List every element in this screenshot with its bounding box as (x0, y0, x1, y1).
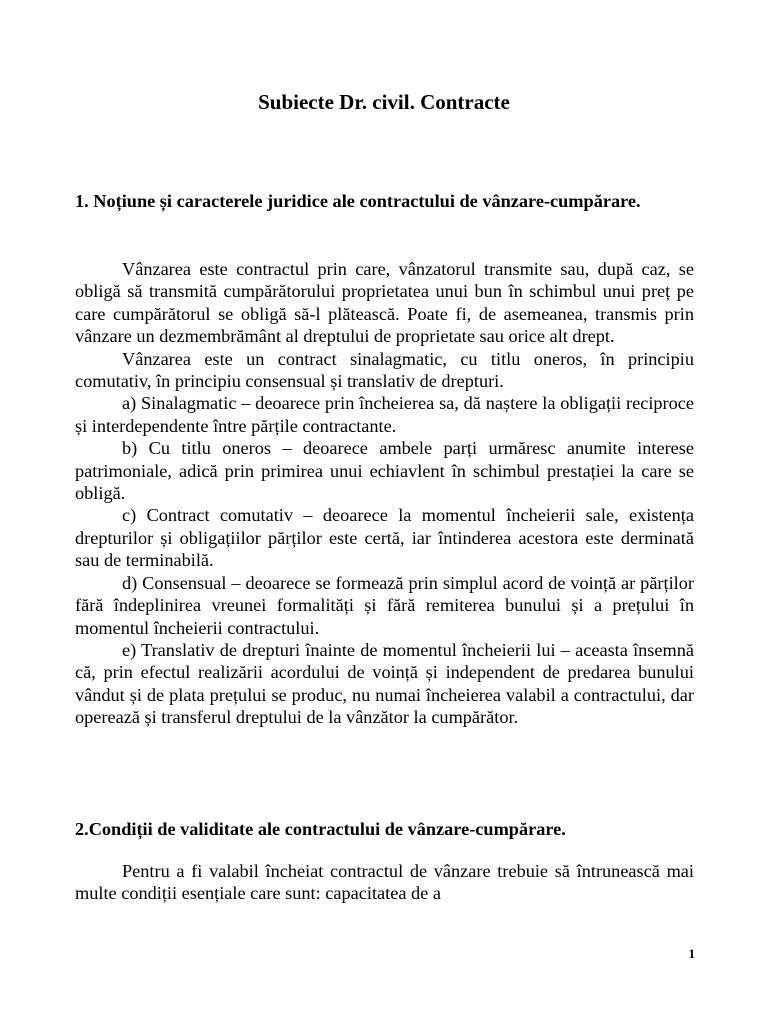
paragraph: d) Consensual – deoarece se formează prin simplul acord de voință ar părților fără îndeplinirea vreunei formalități și fără remiterea bunului și a prețului în momentul încheierii contractului. (75, 572, 694, 638)
page-number: 1 (688, 946, 695, 961)
paragraph: c) Contract comutativ – deoarece la momentul încheierii sale, existența drepturilor și obligațiilor părților este certă, iar întinderea acestora este derminată sau de terminabilă. (75, 505, 694, 571)
section-2-body (75, 860, 694, 905)
paragraph: a) Sinalagmatic – deoarece prin încheierea sa, dă naștere la obligații reciproce și interdependente între părțile contractante. (75, 393, 694, 436)
section-1-heading-block (75, 190, 694, 212)
paragraph: Vânzarea este contractul prin care, vânzatorul transmite sau, după caz, se obligă să transmită cumpărătorului proprietatea unui bun în schimbul unui preț pe care cumpărătorul se obligă să-l plătească. Poate fi, de asemeanea, transmis prin vânzare un dezmembrământ al dreptului de proprietate sau orice alt drept. (75, 259, 694, 347)
section-1-body (75, 258, 694, 729)
section-1-heading: 1. Noțiune și caracterele juridice ale contractului de vânzare-cumpărare. (75, 191, 641, 211)
document-title: Subiecte Dr. civil. Contracte (258, 90, 510, 114)
paragraph: Pentru a fi valabil încheiat contractul de vânzare trebuie să întrunească mai multe condiții esențiale care sunt: capacitatea de a (75, 861, 694, 904)
paragraph: Vânzarea este un contract sinalagmatic, cu titlu oneros, în principiu comutativ, în principiu consensual și translativ de drepturi. (75, 348, 694, 392)
paragraph: e) Translativ de drepturi înainte de momentul încheierii lui – aceasta însemnă că, prin efectul realizării acordului de voință și independent de predarea bunului vândut și de plata prețului se produc, nu numai încheierea valabil a contractului, dar operează și transferul dreptului de la vânzător la cumpărător. (75, 639, 694, 728)
section-2-heading-block (75, 818, 694, 840)
paragraph: b) Cu titlu oneros – deoarece ambele parți urmăresc anumite interese patrimoniale, adică prin primirea unui echiavlent în schimbul prestației la care se obligă. (75, 438, 694, 504)
section-2-heading: 2.Condiții de validitate ale contractului de vânzare-cumpărare. (75, 819, 566, 839)
